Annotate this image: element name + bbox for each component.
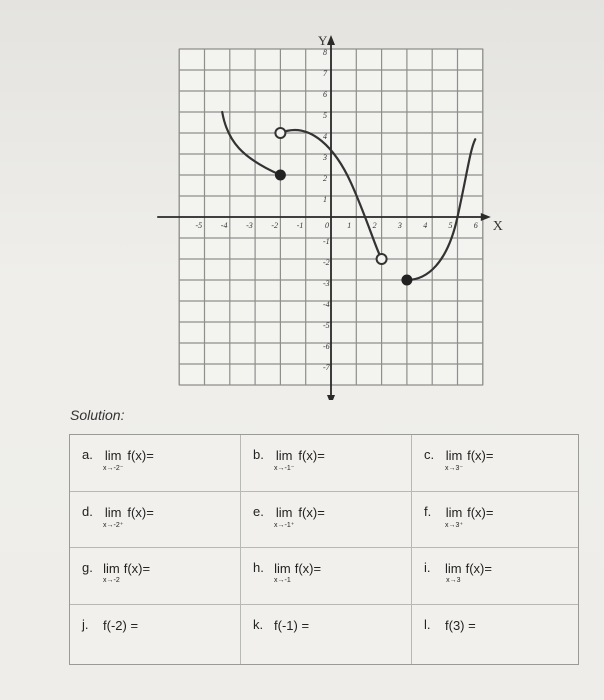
item-expression [274,448,325,472]
limit-word: lim [103,561,120,576]
x-tick-label: 5 [448,221,453,230]
x-axis-arrow [481,213,491,221]
closed-point [275,170,286,181]
limit-operator [103,505,123,529]
y-tick-label: 7 [323,69,327,78]
answer-cell [70,492,241,548]
limit-operator [445,561,462,584]
x-tick-label: -4 [220,221,228,230]
answer-cell [241,605,412,664]
answer-cell [412,492,578,548]
limit-operator [274,561,291,584]
y-tick-label: 6 [323,90,327,99]
function-expression: f(x)= [123,561,151,576]
item-expression [274,561,321,584]
limit-word: lim [445,448,463,463]
x-tick-label: -1 [296,221,304,230]
limit-word: lim [275,505,293,520]
function-expression: f(x)= [467,448,494,463]
answer-cell [412,605,578,664]
answer-cell [70,605,241,664]
limit-subscript: x→3⁺ [445,522,464,529]
function-expression: f(x)= [127,448,154,463]
x-tick-label: 2 [372,221,377,230]
limit-word: lim [275,448,293,463]
y-tick-label: 4 [323,132,327,141]
y-tick-label: -3 [323,279,330,288]
item-letter: g. [82,560,93,575]
answers-table [69,434,579,665]
limit-word: lim [104,505,122,520]
answer-cell [412,548,578,605]
y-tick-label: -5 [323,321,330,330]
function-expression: f(3) = [445,618,476,633]
item-letter: d. [82,504,93,519]
y-tick-label: 2 [323,174,327,183]
item-letter: c. [424,447,435,462]
item-expression [103,618,138,633]
limit-subscript: x→-2⁻ [103,465,124,472]
function-expression: f(-1) = [274,618,310,633]
limit-word: lim [274,561,291,576]
item-letter: k. [253,617,264,632]
item-letter: e. [253,504,264,519]
y-tick-label: -6 [323,342,330,351]
y-tick-label: 1 [323,195,327,204]
limit-word: lim [104,448,122,463]
x-tick-label: 0 [325,221,329,230]
item-letter: b. [253,447,264,462]
limit-subscript: x→3⁻ [445,465,464,472]
x-tick-label: -3 [246,221,253,230]
limit-subscript: x→-2⁺ [103,522,124,529]
function-expression: f(x)= [465,561,492,576]
answer-cell [70,435,241,492]
answer-cell [241,492,412,548]
limit-subscript: x→-1 [274,577,291,584]
x-tick-label: -5 [195,221,203,230]
item-expression [103,561,150,584]
y-axis-label: Y [318,33,328,48]
limit-operator [103,561,120,584]
item-letter: f. [424,504,432,519]
limit-subscript: x→-2 [103,577,120,584]
limit-operator [274,505,294,529]
item-letter: h. [253,560,264,575]
limit-word: lim [445,505,463,520]
item-expression [445,618,476,633]
item-expression [274,618,309,633]
function-expression: f(x)= [127,505,154,520]
limit-operator [103,448,123,472]
limit-subscript: x→-1⁺ [274,522,295,529]
function-expression: f(-2) = [103,618,139,633]
limit-subscript: x→3 [446,577,461,584]
item-expression [445,505,493,529]
limit-operator [445,448,463,472]
function-expression: f(x)= [467,505,494,520]
answer-cell [241,435,412,492]
answer-cell [412,435,578,492]
item-expression [274,505,325,529]
x-tick-label: 1 [347,221,352,230]
answer-cell [241,548,412,605]
closed-point [401,275,412,286]
item-expression [103,448,154,472]
item-letter: a. [82,447,93,462]
limit-subscript: x→-1⁻ [274,465,295,472]
y-tick-label: -2 [323,258,330,267]
y-tick-label: 8 [323,48,327,57]
item-expression [103,505,154,529]
x-tick-label: 3 [397,221,402,230]
open-point [377,254,387,264]
function-expression: f(x)= [294,561,322,576]
limit-operator [274,448,294,472]
solution-label: Solution: [70,407,125,423]
x-tick-label: 6 [473,221,478,230]
x-tick-label: 4 [423,221,428,230]
open-point [275,128,285,138]
y-tick-label: -4 [323,300,330,309]
x-axis-label: X [492,219,503,234]
y-axis-arrow [327,35,335,45]
y-tick-label: 5 [323,111,327,120]
function-expression: f(x)= [298,448,325,463]
function-expression: f(x)= [298,505,325,520]
answer-cell [70,548,241,605]
x-tick-label: -2 [271,221,279,230]
y-tick-label: -7 [323,363,330,372]
item-letter: i. [424,560,431,575]
limit-word: lim [445,561,462,576]
y-tick-label: 3 [323,153,327,162]
limit-operator [445,505,463,529]
item-letter: j. [82,617,89,632]
item-expression [445,561,492,584]
item-expression [445,448,493,472]
item-letter: l. [424,617,431,632]
y-tick-label: -1 [323,237,330,246]
y-axis-arrow-down [327,395,335,400]
